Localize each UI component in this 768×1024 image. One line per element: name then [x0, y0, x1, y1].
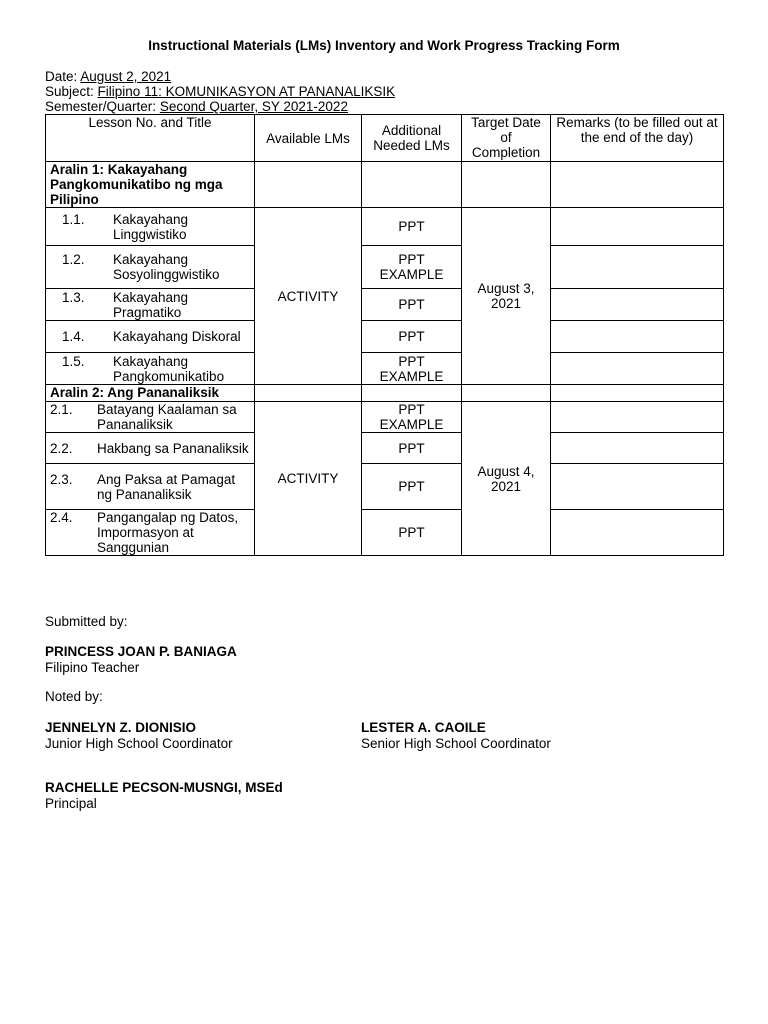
needed-cell: PPT — [362, 208, 462, 246]
needed-cell: PPT EXAMPLE — [362, 402, 462, 433]
semester-label: Semester/Quarter: — [45, 99, 157, 114]
lesson-cell — [46, 464, 255, 510]
semester-line — [45, 99, 348, 114]
lesson-title: Kakayahang Pangkomunikatibo — [113, 353, 225, 384]
submitter-name: PRINCESS JOAN P. BANIAGA — [45, 644, 237, 659]
submitter-block — [45, 644, 237, 676]
form-title: Instructional Materials (LMs) Inventory and Work Progress Tracking Form — [148, 38, 620, 53]
remarks-cell — [551, 464, 724, 510]
jhs-coordinator-role: Junior High School Coordinator — [45, 736, 233, 751]
noted-by-label: Noted by: — [45, 689, 103, 704]
available-cell: ACTIVITY — [255, 402, 362, 556]
lesson-cell — [46, 289, 255, 321]
principal-role: Principal — [45, 796, 97, 811]
lesson-cell — [46, 402, 255, 433]
lesson-cell — [46, 321, 255, 353]
subject-value: Filipino 11: KOMUNIKASYON AT PANANALIKSIK — [97, 84, 396, 99]
submitted-by-label: Submitted by: — [45, 614, 128, 629]
remarks-cell — [551, 353, 724, 385]
remarks-cell — [551, 402, 724, 433]
lesson-title: Kakayahang Linggwistiko — [113, 211, 189, 242]
lesson-number: 2.4. — [50, 510, 73, 525]
lesson-cell — [46, 208, 255, 246]
header-target: Target Date of Completion — [462, 115, 551, 162]
table-row — [46, 353, 724, 385]
principal-name: RACHELLE PECSON-MUSNGI, MSEd — [45, 780, 283, 795]
table-row — [46, 208, 724, 246]
lesson-number: 2.1. — [50, 402, 73, 417]
table-row — [46, 321, 724, 353]
semester-value: Second Quarter, SY 2021-2022 — [159, 99, 348, 114]
header-available: Available LMs — [255, 115, 362, 162]
lesson-cell — [46, 353, 255, 385]
inventory-table — [45, 114, 724, 556]
section-title: Aralin 2: Ang Pananaliksik — [46, 385, 255, 402]
header-lesson: Lesson No. and Title — [46, 115, 255, 162]
needed-cell: PPT EXAMPLE — [362, 246, 462, 289]
needed-cell: PPT — [362, 321, 462, 353]
lesson-number: 1.2. — [62, 252, 85, 267]
lesson-title: Pangangalap ng Datos, Impormasyon at Sanggunian — [97, 510, 239, 555]
needed-cell: PPT — [362, 510, 462, 556]
target-date-cell: August 4, 2021 — [462, 402, 551, 556]
jhs-coordinator-name: JENNELYN Z. DIONISIO — [45, 720, 197, 735]
remarks-cell — [551, 510, 724, 556]
available-cell: ACTIVITY — [255, 208, 362, 385]
table-row — [46, 510, 724, 556]
subject-label: Subject: — [45, 84, 94, 99]
remarks-cell — [551, 385, 724, 402]
lesson-number: 1.4. — [62, 329, 85, 344]
submitter-role: Filipino Teacher — [45, 660, 140, 675]
remarks-cell — [551, 162, 724, 208]
lesson-title: Kakayahang Sosyolinggwistiko — [113, 252, 220, 282]
empty-cell — [255, 162, 362, 208]
shs-coordinator-name: LESTER A. CAOILE — [361, 720, 486, 735]
needed-cell: PPT — [362, 289, 462, 321]
table-row — [46, 246, 724, 289]
shs-coordinator-block — [361, 720, 551, 752]
needed-cell: PPT — [362, 464, 462, 510]
empty-cell — [362, 385, 462, 402]
empty-cell — [462, 385, 551, 402]
lesson-number: 2.3. — [50, 471, 73, 487]
needed-cell: PPT EXAMPLE — [362, 353, 462, 385]
remarks-cell — [551, 433, 724, 464]
lesson-title: Ang Paksa at Pamagat ng Pananaliksik — [97, 471, 236, 502]
subject-line — [45, 84, 395, 99]
table-row — [46, 433, 724, 464]
section-row — [46, 385, 724, 402]
lesson-cell — [46, 246, 255, 289]
section-row — [46, 162, 724, 208]
remarks-cell — [551, 289, 724, 321]
empty-cell — [362, 162, 462, 208]
lesson-number: 1.5. — [62, 353, 85, 369]
principal-block — [45, 780, 283, 812]
remarks-cell — [551, 246, 724, 289]
lesson-cell — [46, 510, 255, 556]
section-title: Aralin 1: Kakayahang Pangkomunikatibo ng mga Pilipino — [46, 162, 255, 208]
table-row — [46, 464, 724, 510]
date-line — [45, 69, 171, 84]
lesson-number: 2.2. — [50, 440, 73, 456]
empty-cell — [255, 385, 362, 402]
header-row — [46, 115, 724, 162]
empty-cell — [462, 162, 551, 208]
date-label: Date: — [45, 69, 78, 84]
table-row — [46, 402, 724, 433]
header-additional: Additional Needed LMs — [362, 115, 462, 162]
remarks-cell — [551, 208, 724, 246]
lesson-title: Batayang Kaalaman sa Pananaliksik — [97, 402, 237, 432]
lesson-title: Kakayahang Diskoral — [113, 329, 241, 344]
remarks-cell — [551, 321, 724, 353]
lesson-number: 1.1. — [62, 211, 85, 227]
lesson-title: Kakayahang Pragmatiko — [113, 289, 189, 320]
lesson-cell — [46, 433, 255, 464]
header-remarks: Remarks (to be filled out at the end of the day) — [551, 115, 724, 162]
jhs-coordinator-block — [45, 720, 233, 752]
date-value: August 2, 2021 — [80, 69, 172, 84]
lesson-number: 1.3. — [62, 289, 85, 305]
lesson-title: Hakbang sa Pananaliksik — [97, 440, 249, 456]
target-date-cell: August 3, 2021 — [462, 208, 551, 385]
shs-coordinator-role: Senior High School Coordinator — [361, 736, 551, 751]
table-row — [46, 289, 724, 321]
needed-cell: PPT — [362, 433, 462, 464]
